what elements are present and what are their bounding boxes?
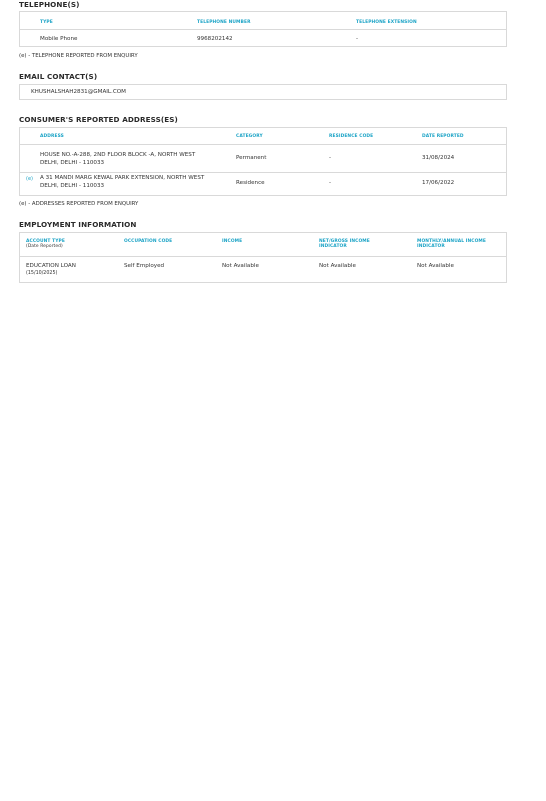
emails-section-title: EMAIL CONTACT(S) xyxy=(19,72,98,81)
telephones-section-title: TELEPHONE(S) xyxy=(19,0,80,9)
addresses-header-date-reported: DATE REPORTED xyxy=(422,134,464,139)
employment-occupation-value: Self Employed xyxy=(124,263,165,269)
address-row-1-residence-code: - xyxy=(329,155,332,161)
employment-section-title: EMPLOYMENT INFORMATION xyxy=(19,220,137,229)
addresses-section-title: CONSUMER'S REPORTED ADDRESS(ES) xyxy=(19,115,178,124)
addresses-header-category: CATEGORY xyxy=(236,134,263,139)
employment-header-net-gross xyxy=(319,239,370,250)
addresses-note: (e) - ADDRESSES REPORTED FROM ENQUIRY xyxy=(19,201,139,207)
employment-net-gross-value: Not Available xyxy=(319,263,356,269)
addresses-table xyxy=(19,127,507,196)
address-row-2-line-1: A 31 MANDI MARG KEWAL PARK EXTENSION, NORTH WEST xyxy=(40,175,205,181)
employment-account-type xyxy=(26,263,76,277)
employment-header-occupation: OCCUPATION CODE xyxy=(124,239,173,244)
address-row-2-marker: (e) xyxy=(26,176,33,182)
employment-header-account-type-label: ACCOUNT TYPE xyxy=(26,239,65,244)
employment-header-monthly-line-1: MONTHLY/ANNUAL INCOME xyxy=(417,239,486,244)
employment-date-value: (15/10/2025) xyxy=(26,270,58,276)
address-row-2-residence-code: - xyxy=(329,180,332,186)
addresses-header-residence-code: RESIDENCE CODE xyxy=(329,134,374,139)
telephones-note: (e) - TELEPHONE REPORTED FROM ENQUIRY xyxy=(19,53,138,59)
address-row-1-line-1: HOUSE NO.-A-288, 2ND FLOOR BLOCK -A, NORTH WEST xyxy=(40,152,196,158)
employment-monthly-value: Not Available xyxy=(417,263,454,269)
telephones-table xyxy=(19,11,507,47)
employment-header-income: INCOME xyxy=(222,239,243,244)
address-row-2-address xyxy=(40,175,240,190)
telephone-type-cell: Mobile Phone xyxy=(40,36,78,42)
employment-header-account-type xyxy=(26,239,65,250)
telephones-header-type: TYPE xyxy=(40,20,53,25)
employment-account-type-value: EDUCATION LOAN xyxy=(26,263,76,269)
address-row-1-date: 31/08/2024 xyxy=(422,155,455,161)
addresses-header-address: ADDRESS xyxy=(40,134,64,139)
emails-box xyxy=(19,84,507,100)
telephones-header-divider xyxy=(20,29,506,30)
address-row-2-category: Residence xyxy=(236,180,265,186)
employment-header-divider xyxy=(20,256,506,257)
telephones-header-extension: TELEPHONE EXTENSION xyxy=(356,20,417,25)
employment-header-monthly-line-2: INDICATOR xyxy=(417,244,445,250)
address-row-2-line-2: DELHI, DELHI - 110033 xyxy=(40,182,105,189)
email-item: KHUSHALSHAH2831@GMAIL.COM xyxy=(31,89,126,95)
employment-income-value: Not Available xyxy=(222,263,259,269)
telephones-header-number: TELEPHONE NUMBER xyxy=(197,20,251,25)
employment-table xyxy=(19,232,507,283)
addresses-header-divider xyxy=(20,144,506,145)
employment-header-monthly xyxy=(417,239,486,250)
employment-header-net-gross-line-2: INDICATOR xyxy=(319,244,347,250)
address-row-1-address xyxy=(40,152,232,167)
address-row-1-line-2: DELHI, DELHI - 110033 xyxy=(40,159,105,166)
address-row-1-category: Permanent xyxy=(236,155,267,161)
telephone-extension-cell: - xyxy=(356,36,359,42)
employment-header-net-gross-line-1: NET/GROSS INCOME xyxy=(319,239,370,244)
addresses-row-divider xyxy=(20,172,506,173)
employment-header-date-reported: (Date Reported) xyxy=(26,244,63,250)
telephone-number-cell: 9968202142 xyxy=(197,36,233,42)
address-row-2-date: 17/06/2022 xyxy=(422,180,455,186)
